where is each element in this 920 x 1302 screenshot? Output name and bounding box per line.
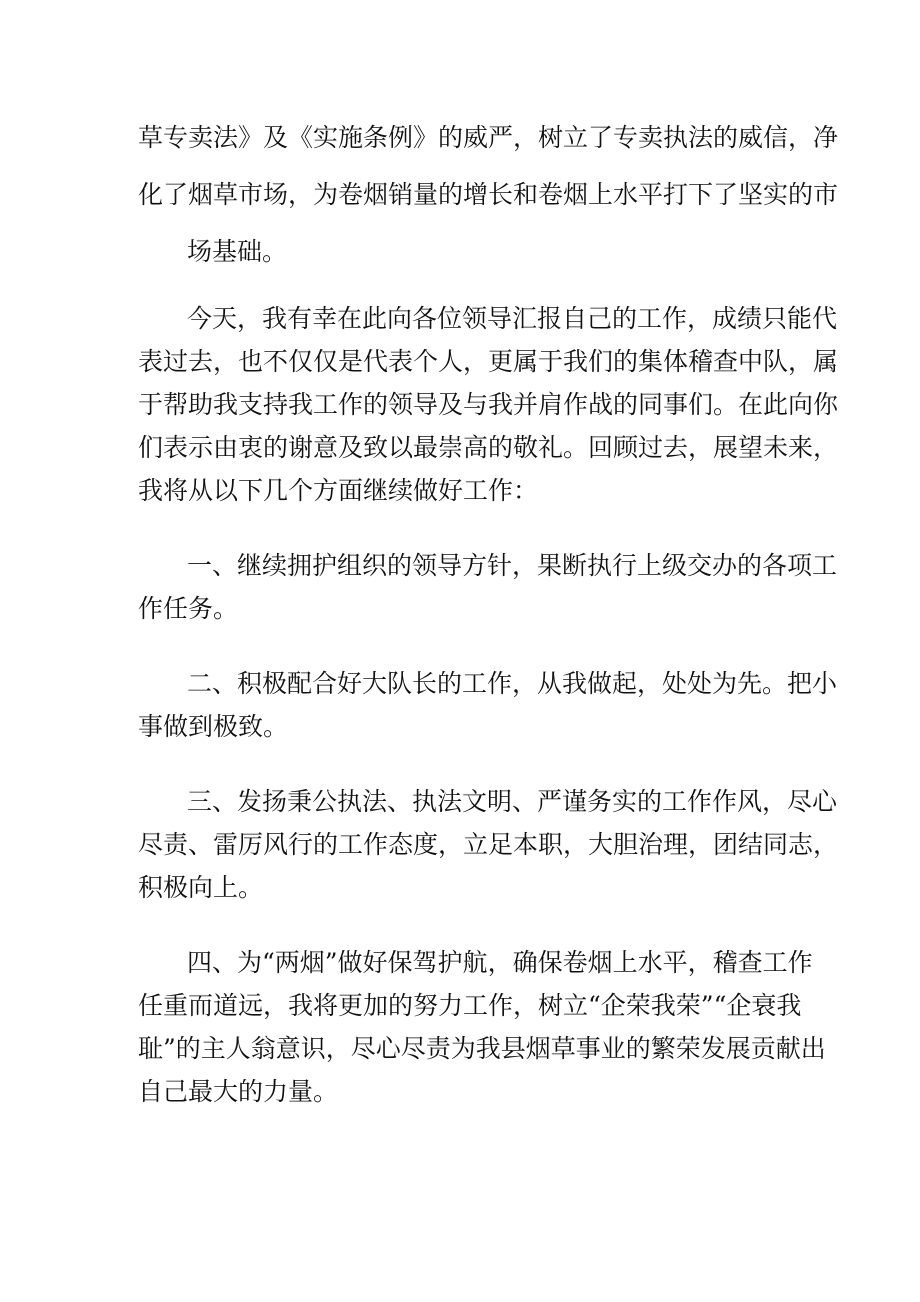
paragraph-line: 耻”的主人翁意识，尽心尽责为我县烟草事业的繁荣发展贡献出	[138, 1034, 826, 1063]
paragraph-line: 化了烟草市场，为卷烟销量的增长和卷烟上水平打下了坚实的市	[138, 180, 839, 209]
paragraph-line: 一、继续拥护组织的领导方针，果断执行上级交办的各项工	[187, 551, 838, 580]
paragraph-line: 四、为“两烟”做好保驾护航，确保卷烟上水平，稽查工作	[187, 948, 813, 977]
paragraph-line: 们表示由衷的谢意及致以最崇高的敬礼。回顾过去，展望未来，	[138, 433, 839, 462]
paragraph-line: 二、积极配合好大队长的工作，从我做起，处处为先。把小	[187, 669, 838, 698]
paragraph-line: 自己最大的力量。	[138, 1077, 339, 1106]
paragraph-line: 积极向上。	[138, 873, 264, 902]
paragraph-line: 表过去，也不仅仅是代表个人，更属于我们的集体稽查中队，属	[138, 347, 839, 376]
paragraph-line: 场基础。	[187, 237, 288, 266]
paragraph-line: 尽责、雷厉风行的工作态度，立足本职，大胆治理，团结同志，	[138, 830, 839, 859]
paragraph-line: 任重而道远，我将更加的努力工作，树立“企荣我荣”“企衰我	[138, 991, 802, 1020]
paragraph-line: 三、发扬秉公执法、执法文明、严谨务实的工作作风，尽心	[187, 787, 838, 816]
paragraph-line: 我将从以下几个方面继续做好工作：	[138, 476, 539, 505]
paragraph-line: 作任务。	[138, 594, 239, 623]
paragraph-line: 于帮助我支持我工作的领导及与我并肩作战的同事们。在此向你	[138, 390, 839, 419]
paragraph-line: 事做到极致。	[138, 712, 289, 741]
paragraph-line: 草专卖法》及《实施条例》的威严，树立了专卖执法的威信，净	[138, 123, 839, 152]
paragraph-line: 今天，我有幸在此向各位领导汇报自己的工作，成绩只能代	[187, 304, 838, 333]
